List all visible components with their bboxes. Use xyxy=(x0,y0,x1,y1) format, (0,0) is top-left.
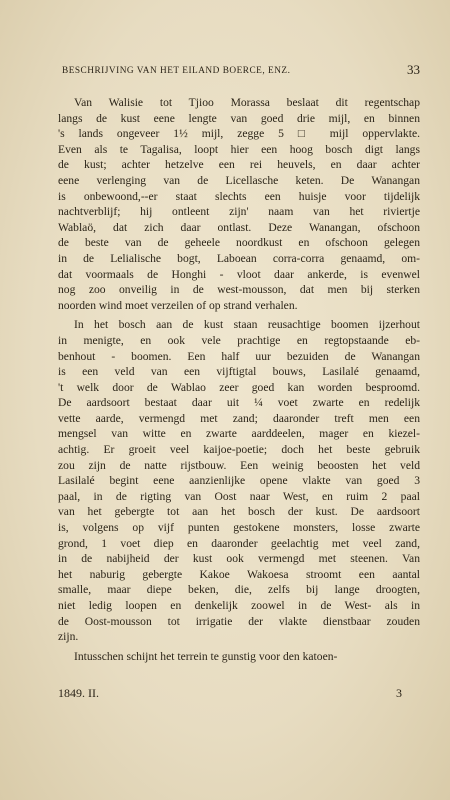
volume-mark: 1849. II. xyxy=(58,686,99,700)
text-line: smalle, maar diepe beken, die, zelfs bij lange droogten, xyxy=(58,583,420,597)
body-text xyxy=(58,95,420,664)
text-line: De aardsoort bestaat daar uit ¼ voet zwarte en redelijk xyxy=(58,396,420,410)
text-line: nachtverblijf; hij ontleent zijn' naam van het riviertje xyxy=(58,205,420,219)
text-line: achtig. Er groeit veel kaijoe-poetie; doch het beste gebruik xyxy=(58,443,420,457)
signature-mark: 3 xyxy=(396,686,402,700)
text-line: in de Lelialische bogt, Laboean corra-corra genaamd, om- xyxy=(58,251,420,265)
text-line: niet ledig loopen en denkelijk zoowel in de West- als in xyxy=(58,599,420,612)
text-line: van het gebergte tot aan het bosch der kust. De aardsoort xyxy=(58,505,420,519)
text-line: in de nabijheid der kust ook vermengd met steenen. Van xyxy=(58,552,420,566)
text-line: is onbewoond,--er staat slechts een huisje voor tijdelijk xyxy=(58,189,420,203)
text-line: de kust; achter hetzelve een rei heuvels, en daar achter xyxy=(58,158,420,172)
text-line: 't welk door de Wablao zeer goed kan worden besproomd. xyxy=(58,380,420,394)
running-header xyxy=(62,62,420,77)
text-line: het naburig gebergte Kakoe Wakoesa stroomt een aantal xyxy=(58,567,420,581)
text-line: dat voormaals de Honghi - vloot daar ankerde, is evenwel xyxy=(58,267,420,281)
text-line: mengsel van witte en zwarte aarddeelen, mager en kiezel- xyxy=(58,427,420,441)
text-line: Intusschen schijnt het terrein te gunstig voor den katoen- xyxy=(74,649,338,663)
text-line: grond, 1 voet diep en daaronder geelachtig met veel zand, xyxy=(58,536,420,550)
text-line: eene verlenging van de Licellasche keten. De Wanangan xyxy=(58,173,420,187)
page-footer xyxy=(58,686,420,701)
text-line: nog zoo onveilig in de west-mousson, dat men bij sterken xyxy=(58,283,420,297)
text-line: zijn. xyxy=(58,630,79,644)
text-line: is een veld van een vijftigtal bouws, Lasilalé genaamd, xyxy=(58,365,420,379)
text-line: vette aarde, vermengd met zand; daaronder treft men een xyxy=(58,411,420,425)
page-number: 33 xyxy=(407,62,420,77)
text-line: langs de kust eene lengte van goed drie mijl, en binnen xyxy=(58,111,420,125)
text-line: Even als te Tagalisa, loopt hier een hoog bosch digt langs xyxy=(58,142,420,156)
text-line: zou zijn de natte rijstbouw. Een weinig beoosten het veld xyxy=(58,458,420,472)
text-line: in menigte, en ook vele prachtige en regtopstaande eb- xyxy=(58,333,420,347)
text-line: de beste van de geheele noordkust en ofschoon gelegen xyxy=(58,236,420,250)
text-line: Van Walisie tot Tjioo Morassa beslaat dit regentschap xyxy=(74,96,420,109)
running-title: BESCHRIJVING VAN HET EILAND BOERCE, ENZ. xyxy=(62,66,291,76)
text-line: noorden wind moet verzeilen of op strand verhalen. xyxy=(58,298,298,312)
text-line: de Oost-mousson tot irrigatie der vlakte dienstbaar zouden xyxy=(58,614,420,628)
text-line: Lasilalé begint eene aanzienlijke opene vlakte van goed 3 xyxy=(58,474,420,488)
text-line: Wablaö, dat zich daar ontlast. Deze Wanangan, ofschoon xyxy=(58,220,420,234)
text-line: 's lands ongeveer 1½ mijl, zegge 5 □ mijl oppervlakte. xyxy=(58,127,420,141)
text-line: In het bosch aan de kust staan reusachtige boomen ijzerhout xyxy=(74,318,420,332)
text-line: is, volgens op vijf punten gestokene monsters, losse zwarte xyxy=(58,521,420,535)
text-line: paal, in de rigting van Oost naar West, en ruim 2 paal xyxy=(58,489,420,503)
text-line: benhout - boomen. Een half uur bezuiden de Wanangan xyxy=(58,349,420,363)
